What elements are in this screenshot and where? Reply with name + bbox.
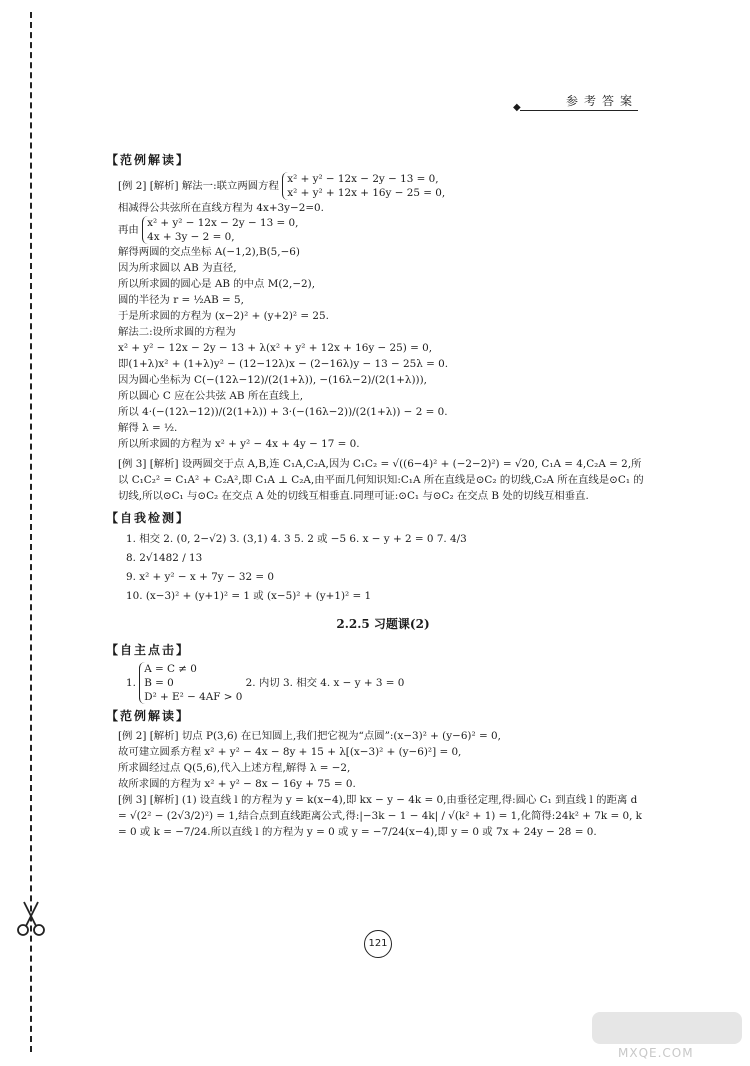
- page-header: [520, 92, 638, 109]
- page-number: 121: [364, 930, 392, 958]
- solution-line: 所以 4·(−(12λ−12))/(2(1+λ)) + 3·(−(16λ−2))/(2(1+λ)) − 2 = 0.: [118, 406, 448, 418]
- solution-line: [例 2] [解析] 切点 P(3,6) 在已知圆上,我们把它视为“点圆”:(x−3)² + (y−6)² = 0,: [118, 730, 501, 742]
- example-2-solution: [118, 172, 648, 452]
- cut-line: [30, 12, 32, 1052]
- header-rule: [520, 110, 638, 111]
- section-heading-example-reading: 【范例解读】: [106, 709, 191, 723]
- solution-line: 再由: [118, 224, 139, 236]
- watermark-url: MXQE.COM: [618, 1046, 694, 1060]
- section-heading-self-test: 【自我检测】: [106, 511, 191, 525]
- solution-line: 因为所求圆以 AB 为直径,: [118, 262, 237, 274]
- solution-line: 所求圆经过点 Q(5,6),代入上述方程,解得 λ = −2,: [118, 762, 351, 774]
- answer-line: 8. 2√1482 / 13: [126, 552, 203, 564]
- solution-line: 故所求圆的方程为 x² + y² − 8x − 16y + 75 = 0.: [118, 778, 356, 790]
- system-equation-1: x² + y² − 12x − 2y − 13 = 0,: [147, 217, 299, 229]
- answer-line: 2. 内切 3. 相交 4. x − y + 3 = 0: [245, 677, 405, 689]
- example-3-solution: [例 3] [解析] 设两圆交于点 A,B,连 C₁A,C₂A,因为 C₁C₂ = √((6−4)² + (−2−2)²) = √20, C₁A = 4,C₂A = 2,所以 C₁C₂² = C₁A² + C₂A²,即 C₁A ⊥ C₂A,由平面几何知识知:C₁A 所在直线是⊙C₂ 的切线,C₂A 所在直线是⊙C₁ 的切线,所以⊙C₁ 与⊙C₂ 在交点 A 处的切线互相垂直.同理可证:⊙C₁ 与⊙C₂ 在交点 B 处的切线互相垂直.: [118, 458, 644, 502]
- condition-line: D² + E² − 4AF > 0: [144, 691, 243, 703]
- watermark-logo: [592, 1012, 742, 1044]
- solution-line: 解得 λ = ½.: [118, 422, 178, 434]
- answer-content: [106, 150, 648, 840]
- solution-line: 所以所求圆的方程为 x² + y² − 4x + 4y − 17 = 0.: [118, 438, 360, 450]
- self-study-answers: [118, 662, 648, 704]
- example-2-intro: [例 2] [解析] 解法一:联立两圆方程: [118, 180, 279, 192]
- solution-line: 所以圆心 C 应在公共弦 AB 所在直线上,: [118, 390, 304, 402]
- system-equation-2: 4x + 3y − 2 = 0,: [147, 231, 235, 243]
- header-title: 参考答案: [565, 94, 638, 108]
- section-heading-self-study: 【自主点击】: [106, 643, 191, 657]
- answer-line: 10. (x−3)² + (y+1)² = 1 或 (x−5)² + (y+1)² = 1: [126, 590, 372, 602]
- example-3b-solution: [例 3] [解析] (1) 设直线 l 的方程为 y = k(x−4),即 kx − y − 4k = 0,由垂径定理,得:圆心 C₁ 到直线 l 的距离 d = √(2² − (2√3/2)²) = 1,结合点到直线距离公式,得:|−3k − 1 − 4k| / √(k² + 1) = 1,化简得:24k² + 7k = 0, k = 0 或 k = −7/24.所以直线 l 的方程为 y = 0 或 y = −7/24(x−4),即 y = 0 或 7x + 24y − 28 = 0.: [118, 794, 642, 838]
- section-heading-example-reading: 【范例解读】: [106, 153, 191, 167]
- solution-line: 解得两圆的交点坐标 A(−1,2),B(5,−6): [118, 246, 300, 258]
- solution-line: 即(1+λ)x² + (1+λ)y² − (12−12λ)x − (2−16λ)y − 13 − 25λ = 0.: [118, 358, 449, 370]
- lesson-title: 2.2.5 习题课(2): [336, 617, 430, 631]
- equation-system: [282, 172, 445, 200]
- self-test-answers: [118, 530, 648, 606]
- solution-line: x² + y² − 12x − 2y − 13 + λ(x² + y² + 12x + 16y − 25) = 0,: [118, 342, 433, 354]
- scissors-icon: [16, 898, 46, 938]
- solution-line: 因为圆心坐标为 C(−(12λ−12)/(2(1+λ)), −(16λ−2)/(2(1+λ))),: [118, 374, 427, 386]
- solution-line: 于是所求圆的方程为 (x−2)² + (y+2)² = 25.: [118, 310, 329, 322]
- answer-line: 9. x² + y² − x + 7y − 32 = 0: [126, 571, 275, 583]
- condition-system: [139, 662, 242, 704]
- example-2b-solution: [118, 728, 648, 792]
- condition-line: B = 0: [144, 677, 174, 689]
- watermark: [592, 1012, 742, 1062]
- system-equation-2: x² + y² + 12x + 16y − 25 = 0,: [287, 187, 446, 199]
- condition-line: A = C ≠ 0: [144, 663, 197, 675]
- system-equation-1: x² + y² − 12x − 2y − 13 = 0,: [287, 173, 439, 185]
- solution-line: 所以所求圆的圆心是 AB 的中点 M(2,−2),: [118, 278, 316, 290]
- answer-line: 1. 相交 2. (0, 2−√2) 3. (3,1) 4. 3 5. 2 或 −5 6. x − y + 2 = 0 7. 4/3: [126, 533, 467, 545]
- answer-number: 1.: [126, 677, 136, 689]
- equation-system: [142, 216, 298, 244]
- solution-line: 圆的半径为 r = ½AB = 5,: [118, 294, 244, 306]
- solution-line: 故可建立圆系方程 x² + y² − 4x − 8y + 15 + λ[(x−3)² + (y−6)²] = 0,: [118, 746, 462, 758]
- solution-line: 相减得公共弦所在直线方程为 4x+3y−2=0.: [118, 202, 324, 214]
- solution-line: 解法二:设所求圆的方程为: [118, 326, 236, 338]
